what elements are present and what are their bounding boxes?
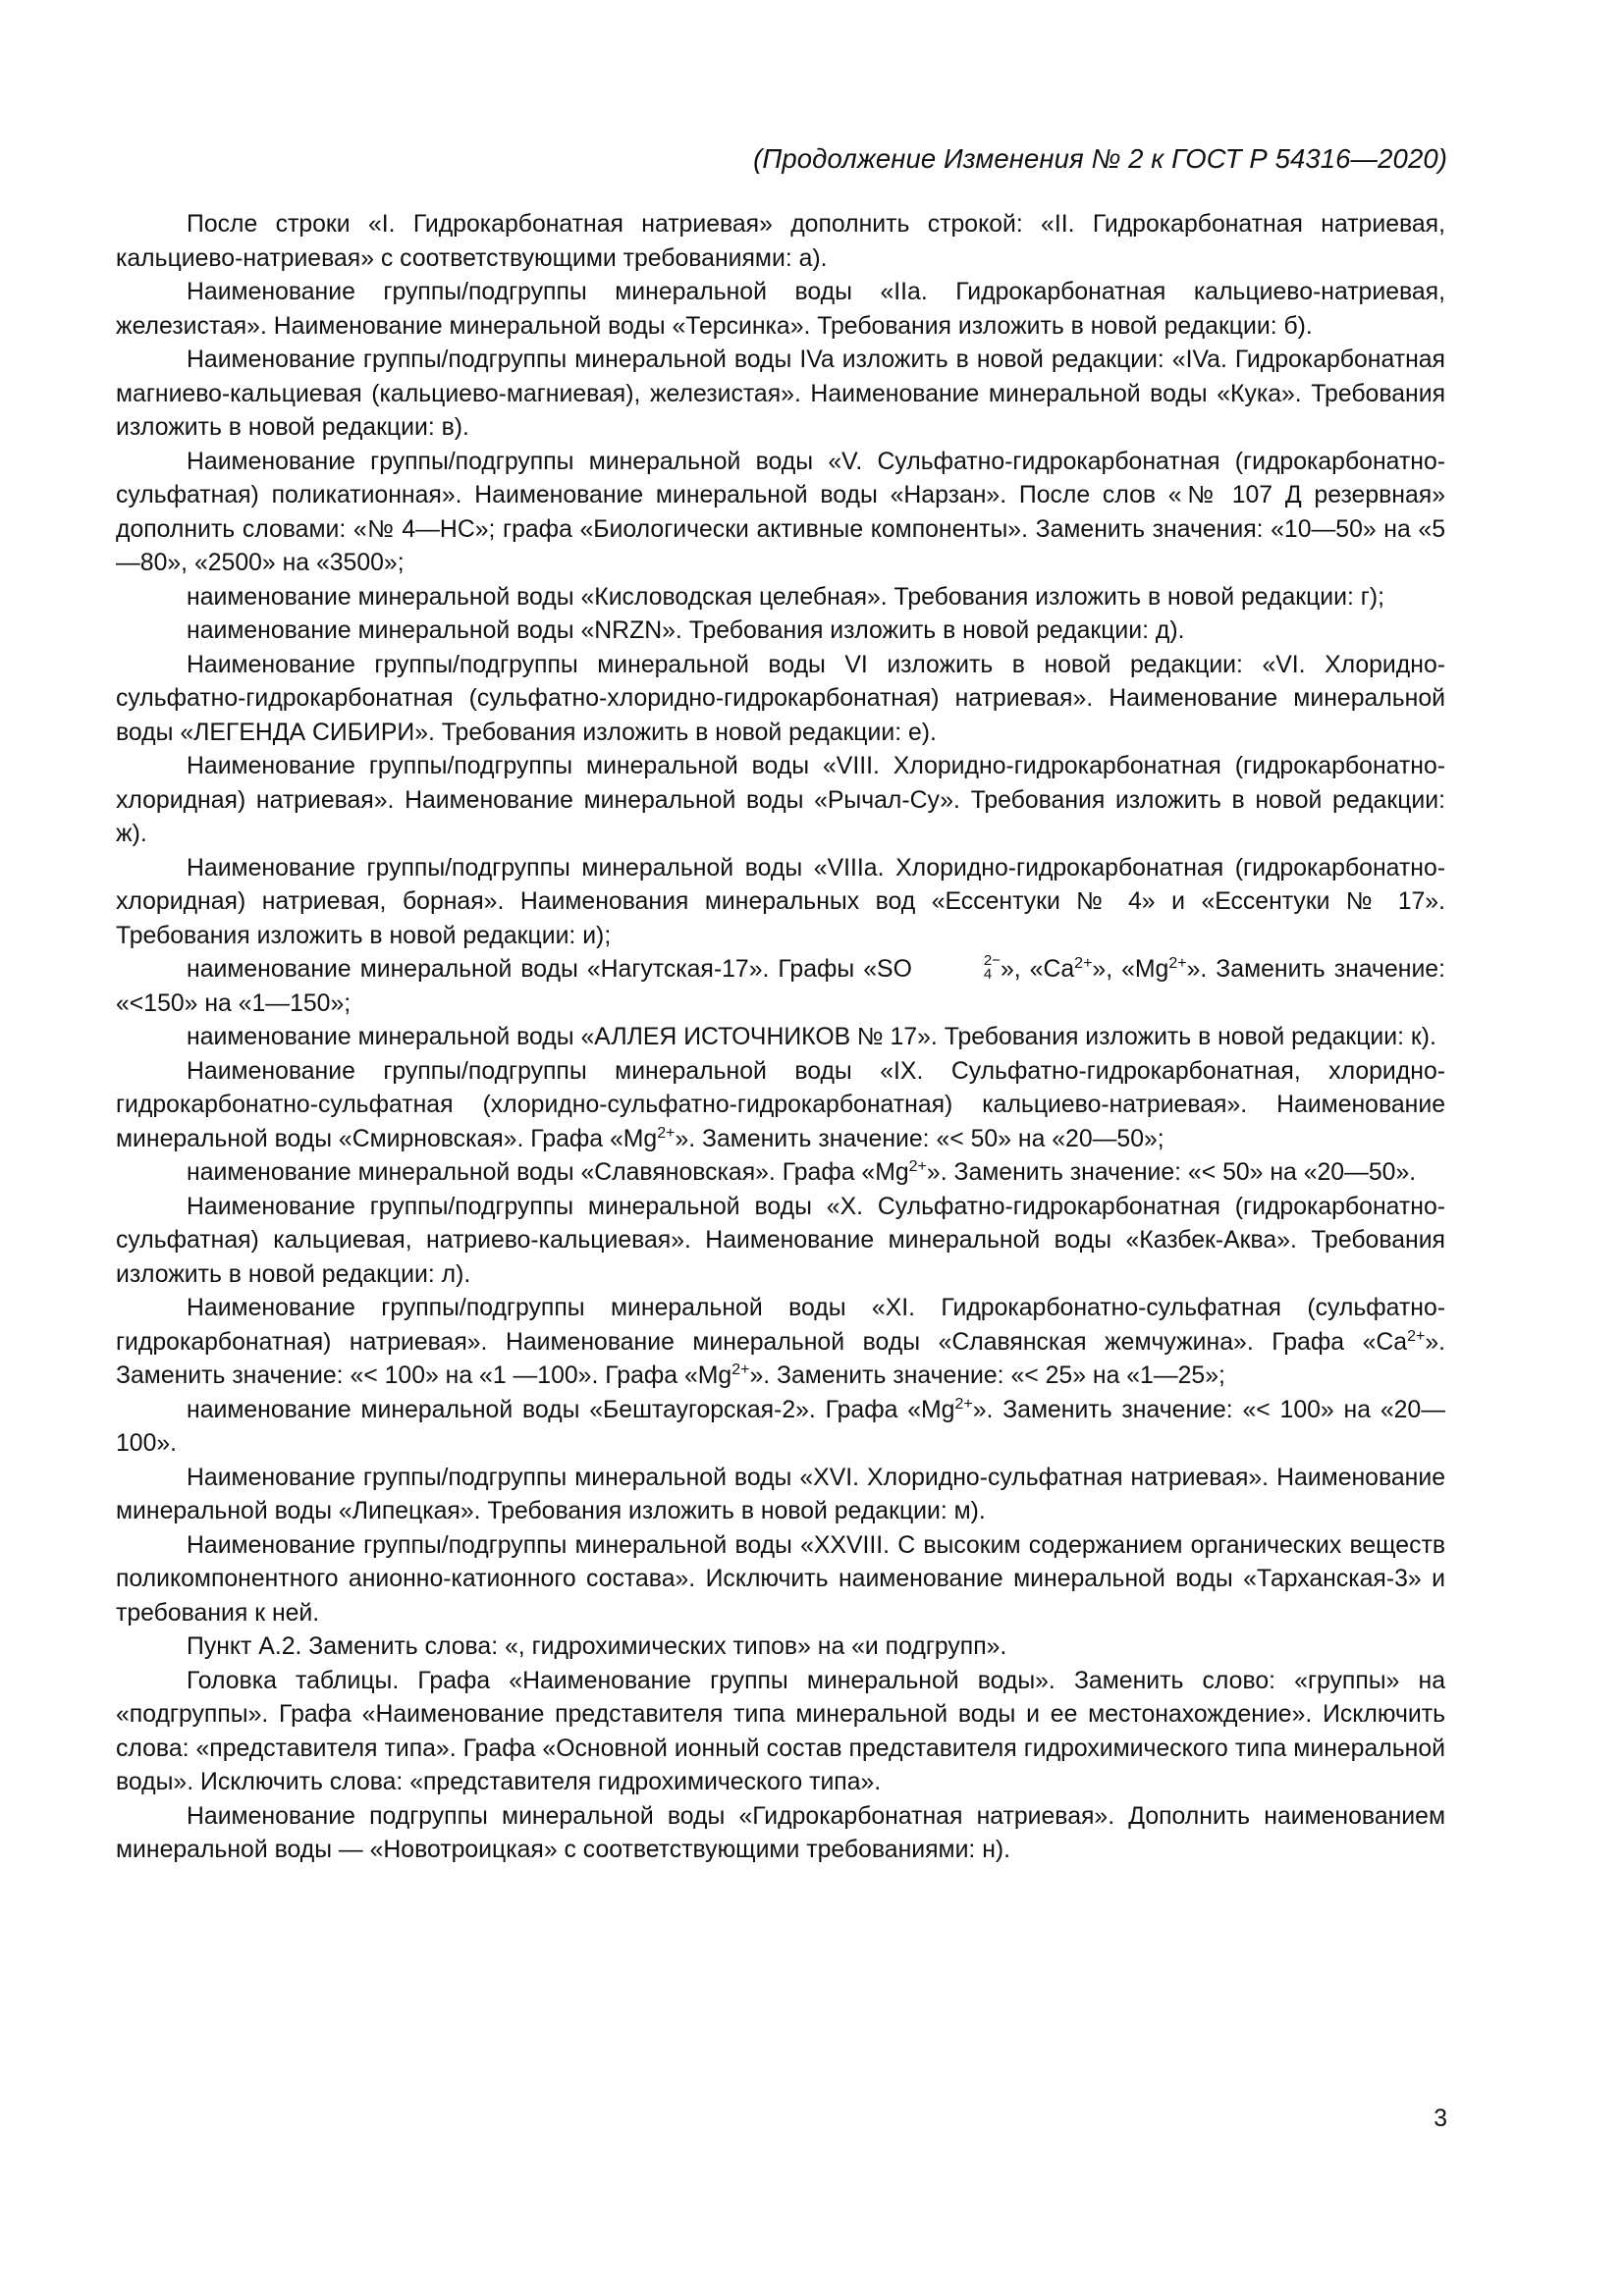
paragraph: Наименование группы/подгруппы минеральной воды VI изложить в новой редакции: «VI. Хлоридно-сульфатно-гидрокарбонатная (сульфатно-хлоридно-гидрокарбонатная) натриевая». Наименование минеральной воды «ЛЕГЕНДА СИБИРИ». Требования изложить в новой редакции: е). [116, 651, 1445, 746]
superscript: 2+ [954, 1395, 973, 1413]
text-run: ». Заменить значение: «< 50» на «20—50». [926, 1159, 1417, 1186]
text-run: Наименование группы/подгруппы минеральной воды «IX. Сульфатно-гидрокарбонатная, хлоридно-гидрокарбонатно-сульфатная (хлоридно-сульфатно-гидрокарбонатная) кальциево-натриевая». Наименование минеральной воды «Смирновская». Графа «Mg [116, 1057, 1445, 1152]
text-run: наименование минеральной воды «Славяновская». Графа «Mg [187, 1159, 909, 1186]
paragraph: наименование минеральной воды «NRZN». Требования изложить в новой редакции: д). [187, 617, 1185, 644]
subscript: 4 [983, 966, 993, 984]
paragraph-xi [116, 1292, 1445, 1394]
paragraph: Наименование группы/подгруппы минеральной воды «V. Сульфатно-гидрокарбонатная (гидрокарбонатно-сульфатная) поликатионная». Наименование минеральной воды «Нарзан». После слов «№ 107 Д резервная» дополнить словами: «№ 4—НС»; графа «Биологически активные компоненты». Заменить значения: «10—50» на «5—80», «2500» на «3500»; [116, 448, 1445, 576]
so4-index [913, 954, 1001, 982]
document-body [116, 208, 1445, 1868]
paragraph-slavyanovskaya [116, 1156, 1445, 1191]
paragraph: Головка таблицы. Графа «Наименование группы минеральной воды». Заменить слово: «группы» на «подгруппы». Графа «Наименование представителя типа минеральной воды и ее местонахождение». Исключить слова: «представителя типа». Графа «Основной ионный состав представителя гидрохимического типа минеральной воды». Исключить слова: «представителя гидрохимического типа». [116, 1667, 1445, 1795]
paragraph-beshtau [116, 1394, 1445, 1462]
paragraph: наименование минеральной воды «АЛЛЕЯ ИСТОЧНИКОВ № 17». Требования изложить в новой редакции: к). [187, 1024, 1436, 1050]
paragraph: Наименование группы/подгруппы минеральной воды «VIIIa. Хлоридно-гидрокарбонатная (гидрокарбонатно-хлоридная) натриевая, борная». Наименования минеральных вод «Ессентуки № 4» и «Ессентуки № 17». Требования изложить в новой редакции: и); [116, 854, 1445, 949]
paragraph: Наименование группы/подгруппы минеральной воды IVa изложить в новой редакции: «IVa. Гидрокарбонатная магниево-кальциевая (кальциево-магниевая), железистая». Наименование минеральной воды «Кука». Требования изложить в новой редакции: в). [116, 347, 1445, 441]
paragraph: После строки «I. Гидрокарбонатная натриевая» дополнить строкой: «II. Гидрокарбонатная натриевая, кальциево-натриевая» с соответствующими требованиями: а). [116, 211, 1445, 272]
superscript: 2+ [1168, 955, 1187, 972]
paragraph: Наименование подгруппы минеральной воды «Гидрокарбонатная натриевая». Дополнить наименованием минеральной воды — «Новотроицкая» с соответствующими требованиями: н). [116, 1802, 1445, 1863]
superscript: 2− [983, 952, 1001, 970]
superscript: 2+ [908, 1158, 927, 1175]
superscript: 2+ [731, 1362, 750, 1378]
paragraph: Наименование группы/подгруппы минеральной воды «XXVIII. С высоким содержанием органических веществ поликомпонентного анионно-катионного состава». Исключить наименование минеральной воды «Тарханская-3» и требования к ней. [116, 1531, 1445, 1627]
page-number: 3 [1434, 2106, 1447, 2132]
paragraph: наименование минеральной воды «Кисловодская целебная». Требования изложить в новой редакции: г); [187, 583, 1384, 611]
paragraph: Пункт А.2. Заменить слова: «, гидрохимических типов» на «и подгрупп». [187, 1633, 1007, 1660]
paragraph: Наименование группы/подгруппы минеральной воды «VIII. Хлоридно-гидрокарбонатная (гидрокарбонатно-хлоридная) натриевая». Наименование минеральной воды «Рычал-Су». Требования изложить в новой редакции: ж). [116, 753, 1445, 847]
text-run: », «Ca [1000, 956, 1075, 983]
text-run: ». Заменить значение: «< 100» на «20—100». [116, 1396, 1445, 1457]
text-run: ». Заменить значение: «< 25» на «1—25»; [749, 1362, 1225, 1389]
text-run: », «Mg [1092, 956, 1169, 983]
text-run: ». Заменить значение: «< 100» на «1 —100». Графа «Mg [116, 1328, 1445, 1389]
paragraph-ix [116, 1055, 1445, 1157]
paragraph-nagutskaya [116, 953, 1445, 1021]
text-run: Наименование группы/подгруппы минеральной воды «XI. Гидрокарбонатно-сульфатная (сульфатно-гидрокарбонатная) натриевая». Наименование минеральной воды «Славянская жемчужина». Графа «Ca [116, 1295, 1445, 1356]
page-header: (Продолжение Изменения № 2 к ГОСТ Р 54316—2020) [753, 143, 1447, 174]
superscript: 2+ [657, 1124, 676, 1142]
text-run: ». Заменить значение: «<150» на «1—150»; [116, 956, 1445, 1017]
paragraph: Наименование группы/подгруппы минеральной воды «XVI. Хлоридно-сульфатная натриевая». Наименование минеральной воды «Липецкая». Требования изложить в новой редакции: м). [116, 1464, 1445, 1524]
text-run: ». Заменить значение: «< 50» на «20—50»; [675, 1125, 1164, 1152]
paragraph: Наименование группы/подгруппы минеральной воды «IIa. Гидрокарбонатная кальциево-натриевая, железистая». Наименование минеральной воды «Терсинка». Требования изложить в новой редакции: б). [116, 279, 1445, 340]
text-run: наименование минеральной воды «Нагутская-17». Графы «SO [187, 956, 912, 983]
superscript: 2+ [1074, 955, 1093, 972]
text-run: наименование минеральной воды «Бештаугорская-2». Графа «Mg [187, 1396, 955, 1423]
superscript: 2+ [1407, 1327, 1426, 1345]
paragraph: Наименование группы/подгруппы минеральной воды «X. Сульфатно-гидрокарбонатная (гидрокарбонатно-сульфатная) кальциевая, натриево-кальциевая». Наименование минеральной воды «Казбек-Аква». Требования изложить в новой редакции: л). [116, 1193, 1445, 1288]
